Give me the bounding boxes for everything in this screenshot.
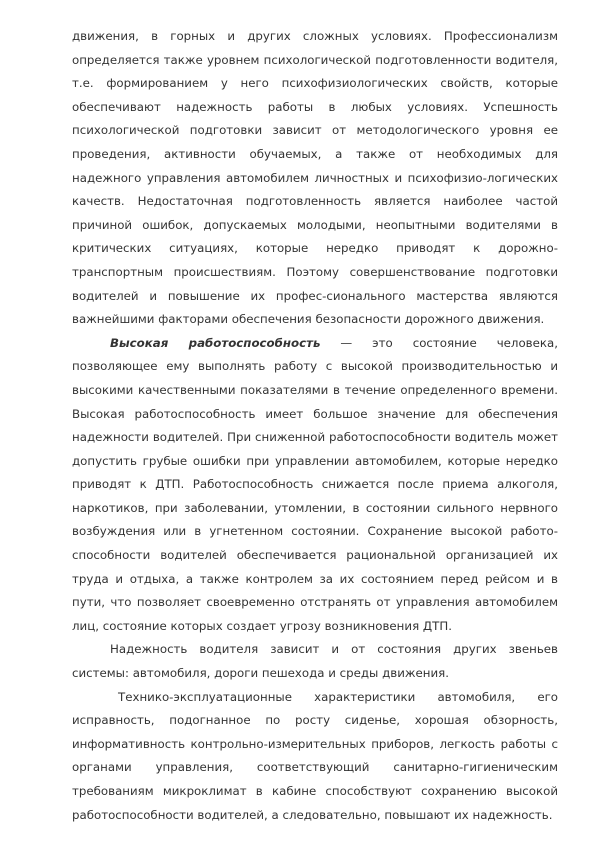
paragraph-text: движения, в горных и других сложных условиях. Профессионализм определяется также уровнем психологической подготовленности водителя, т.е. формированием у него психофизиологических свойств, которые обеспечивают надежность работы в любых условиях. Успешность психологической подготовки зависит от методологического уровня ее проведения, активности обучаемых, а также от необходимых для надежного управления автомобилем личностных и психофизио-логических качеств. Недостаточная подготовленность является наиболее частой причиной ошибок, допускаемых молодыми, неопытными водителями в критических ситуациях, которые нередко приводят к дорожно-транспортным происшествиям. Поэтому совершенствование подготовки водителей и повышение их профес-сионального мастерства являются важнейшими факторами обеспечения безопасности дорожного движения. — [72, 29, 558, 327]
paragraph-high-performance — [72, 332, 558, 639]
paragraph-professionalism — [72, 25, 558, 332]
paragraph-system-reliability — [72, 638, 558, 685]
document-page — [72, 25, 558, 827]
paragraph-vehicle-characteristics — [72, 686, 558, 828]
paragraph-text: Технико-эксплуатационные характеристики автомобиля, его исправность, подогнанное по росту сиденье, хорошая обзорность, информативность контрольно-измерительных приборов, легкость работы с органами управления, соответствующий санитарно-гигиеническим требованиям микроклимат в кабине способствуют сохранению высокой работоспособности водителей, а следовательно, повышают их надежность. — [72, 689, 558, 822]
paragraph-text: — это состояние человека, позволяющее ему выполнять работу с высокой производительностью и высокими качественными показателями в течение определенного времени. Высокая работоспособность имеет большое значение для обеспечения надежности водителей. При сниженной работоспособности водитель может допустить грубые ошибки при управлении автомобилем, которые нередко приводят к ДТП. Работоспособность снижается после приема алкоголя, наркотиков, при заболевании, утомлении, в состоянии сильного нервного возбуждения или в угнетенном состоянии. Сохранение высокой работо-способности водителей обеспечивается рациональной организацией их труда и отдыха, а также контролем за их состоянием перед рейсом и в пути, что позволяет своевременно отстранять от управления автомобилем лиц, состояние которых создает угрозу возникновения ДТП. — [72, 335, 558, 633]
paragraph-text: Надежность водителя зависит и от состояния других звеньев системы: автомобиля, дороги пешехода и среды движения. — [72, 642, 558, 681]
defined-term: Высокая работоспособность — [110, 335, 321, 350]
